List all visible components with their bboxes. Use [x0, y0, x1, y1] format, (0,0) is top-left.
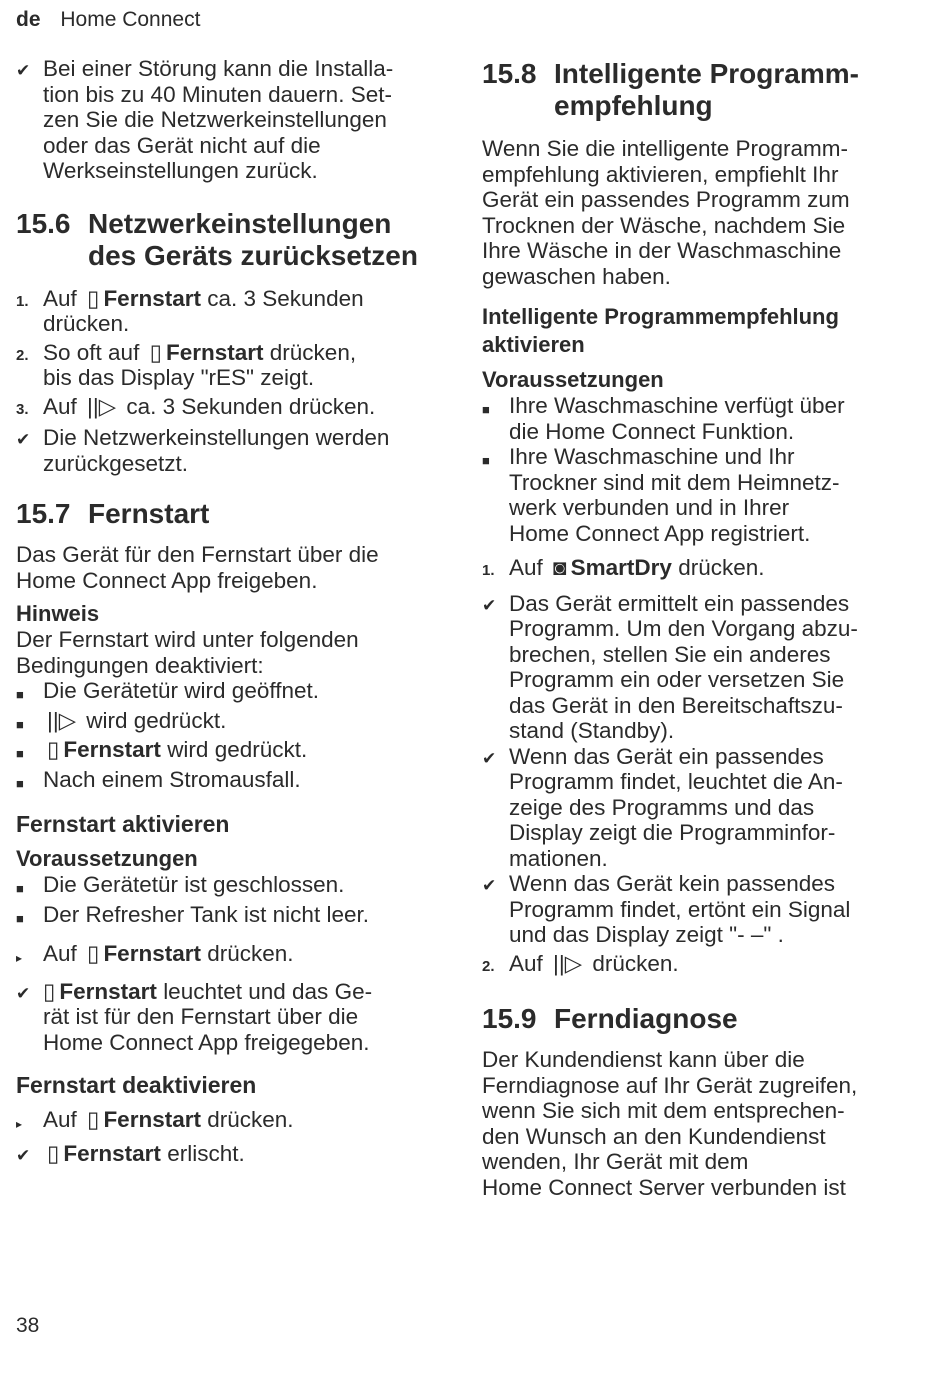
smartdry-icon: ◙: [553, 555, 567, 580]
prerequisites-title: Voraussetzungen: [482, 367, 664, 392]
action-item: ▸ Auf ▯ Fernstart drücken.: [16, 1107, 436, 1138]
check-icon: ✔: [16, 983, 31, 1003]
step-item: 2. Auf ||▷ drücken.: [482, 951, 922, 980]
page-header: [16, 8, 200, 32]
section-intro: Wenn Sie die intelligente Programm- empfehlung aktivieren, empfiehlt Ihr Gerät ein passendes Programm zum Trocknen der Wäsche, nachdem Sie Ihre Wäsche in der Waschmaschine gewaschen haben.: [482, 136, 850, 289]
section-heading-15-6: [16, 208, 436, 272]
result-item: ✔ ▯ Fernstart leuchtet und das Ge- rät ist für den Fernstart über die Home Connect App freigegeben.: [16, 978, 373, 1055]
subsection-title: Fernstart aktivieren: [16, 811, 230, 837]
bullet-square-icon: ■: [16, 716, 24, 732]
note-title: Hinweis: [16, 601, 100, 626]
play-pause-icon: ||▷: [553, 950, 583, 976]
prerequisite-item: ■ Ihre Waschmaschine und Ihr Trockner sind mit dem Heimnetz- werk verbunden und in Ihrer Home Connect App registriert.: [482, 444, 840, 546]
smartdry-label: SmartDry: [570, 555, 672, 580]
section-text: Der Kundendienst kann über die Ferndiagnose auf Ihr Gerät zugreifen, wenn Sie sich mit dem entsprechen- den Wunsch an den Kundendienst wenden, Ihr Gerät mit dem Home Connect Server verbunden ist: [482, 1047, 858, 1200]
page-number: 38: [16, 1314, 40, 1337]
check-icon: ✔: [482, 748, 497, 768]
result-item: ✔ ▯ Fernstart erlischt.: [16, 1141, 436, 1169]
condition-item: ■ Nach einem Stromausfall.: [16, 767, 436, 797]
section-number: 15.8: [482, 58, 537, 89]
step-number: 2.: [16, 346, 29, 364]
section-heading-15-9: [482, 1003, 922, 1035]
subsection-title: Fernstart deaktivieren: [16, 1072, 257, 1098]
section-number: 15.6: [16, 207, 71, 239]
bullet-square-icon: ■: [16, 910, 24, 926]
result-item: ✔ Die Netzwerkeinstellungen werden zurückgesetzt.: [16, 425, 390, 476]
fernstart-icon: ▯: [43, 978, 56, 1004]
section-number: 15.9: [482, 1003, 537, 1034]
language-code: de: [16, 8, 41, 31]
section-title: Fernstart: [88, 498, 210, 529]
check-icon: ✔: [482, 876, 497, 895]
step-number: 2.: [482, 957, 495, 975]
bullet-square-icon: ■: [16, 775, 24, 791]
bullet-square-icon: ■: [16, 746, 24, 761]
section-number: 15.7: [16, 498, 71, 529]
left-column: [16, 56, 436, 1168]
arrow-icon: ▸: [16, 951, 23, 965]
prerequisite-item: ■ Der Refresher Tank ist nicht leer.: [16, 902, 436, 932]
step-item: 1. Auf ▯ Fernstart ca. 3 Sekunden drücken.: [16, 285, 364, 336]
check-icon: ✔: [482, 595, 497, 615]
fernstart-label: Fernstart: [103, 285, 201, 311]
fernstart-icon: ▯: [87, 941, 100, 966]
prerequisites-title: Voraussetzungen: [16, 846, 198, 871]
check-icon: ✔: [16, 61, 31, 80]
check-icon: ✔: [16, 430, 31, 449]
condition-item: ■ Die Gerätetür wird geöffnet.: [16, 678, 436, 708]
step-number: 1.: [482, 562, 495, 579]
check-icon: ✔: [16, 1145, 31, 1165]
action-item: ▸ Auf ▯ Fernstart drücken.: [16, 941, 436, 972]
fernstart-icon: ▯: [87, 285, 100, 311]
result-item: ✔ Wenn das Gerät ein passendes Programm findet, leuchtet die An- zeige des Programms und das Display zeigt die Programminfor- mationen.: [482, 743, 843, 871]
intro-result-item: [16, 56, 436, 184]
result-item: ✔ Wenn das Gerät kein passendes Programm findet, ertönt ein Signal und das Display zeigt "- –" .: [482, 871, 851, 947]
bullet-square-icon: ■: [482, 453, 490, 468]
intro-result-text: Bei einer Störung kann die Installa- tion bis zu 40 Minuten dauern. Set- zen Sie die Netzwerkeinstellungen oder das Gerät nicht auf die Werkseinstellungen zurück.: [43, 56, 394, 183]
prerequisite-item: ■ Die Gerätetür ist geschlossen.: [16, 872, 436, 902]
fernstart-icon: ▯: [87, 1107, 100, 1132]
bullet-square-icon: ■: [16, 881, 24, 896]
bullet-square-icon: ■: [16, 687, 24, 702]
section-intro: Das Gerät für den Fernstart über die Home Connect App freigeben.: [16, 542, 379, 593]
play-pause-icon: ||▷: [47, 707, 76, 733]
step-item: 3. Auf ||▷ ca. 3 Sekunden drücken.: [16, 394, 436, 423]
header-title: Home Connect: [60, 8, 201, 31]
subsection-title: Intelligente Programmempfehlung aktivieren: [482, 304, 839, 357]
arrow-icon: ▸: [16, 1117, 23, 1131]
section-title: Netzwerkeinstellungen des Geräts zurücksetzen: [88, 207, 418, 271]
note-text: Der Fernstart wird unter folgenden Bedingungen deaktiviert:: [16, 627, 359, 678]
section-heading-15-8: [482, 58, 922, 122]
step-item: 2. So oft auf ▯ Fernstart drücken, bis das Display "rES" zeigt.: [16, 339, 357, 390]
section-title: Intelligente Programm- empfehlung: [554, 58, 859, 121]
step-number: 1.: [16, 292, 29, 310]
condition-item: ■ ||▷ wird gedrückt.: [16, 708, 436, 738]
bullet-square-icon: ■: [482, 402, 490, 417]
section-title: Ferndiagnose: [554, 1003, 738, 1034]
fernstart-icon: ▯: [47, 1140, 60, 1166]
result-item: ✔ Das Gerät ermittelt ein passendes Programm. Um den Vorgang abzu- brechen, stellen Sie ein anderes Programm ein oder versetzen Sie das Gerät in den Bereitschaftszu- stand (Standby).: [482, 590, 858, 743]
fernstart-icon: ▯: [149, 339, 162, 365]
right-column: [482, 56, 922, 1200]
section-heading-15-7: [16, 498, 436, 530]
condition-item: ■ ▯ Fernstart wird gedrückt.: [16, 737, 436, 767]
step-number: 3.: [16, 400, 29, 418]
step-item: 1. Auf ◙ SmartDry drücken.: [482, 555, 922, 584]
play-pause-icon: ||▷: [87, 393, 117, 419]
fernstart-label: Fernstart: [165, 339, 264, 365]
fernstart-icon: ▯: [47, 737, 60, 762]
prerequisite-item: ■ Ihre Waschmaschine verfügt über die Home Connect Funktion.: [482, 393, 845, 444]
